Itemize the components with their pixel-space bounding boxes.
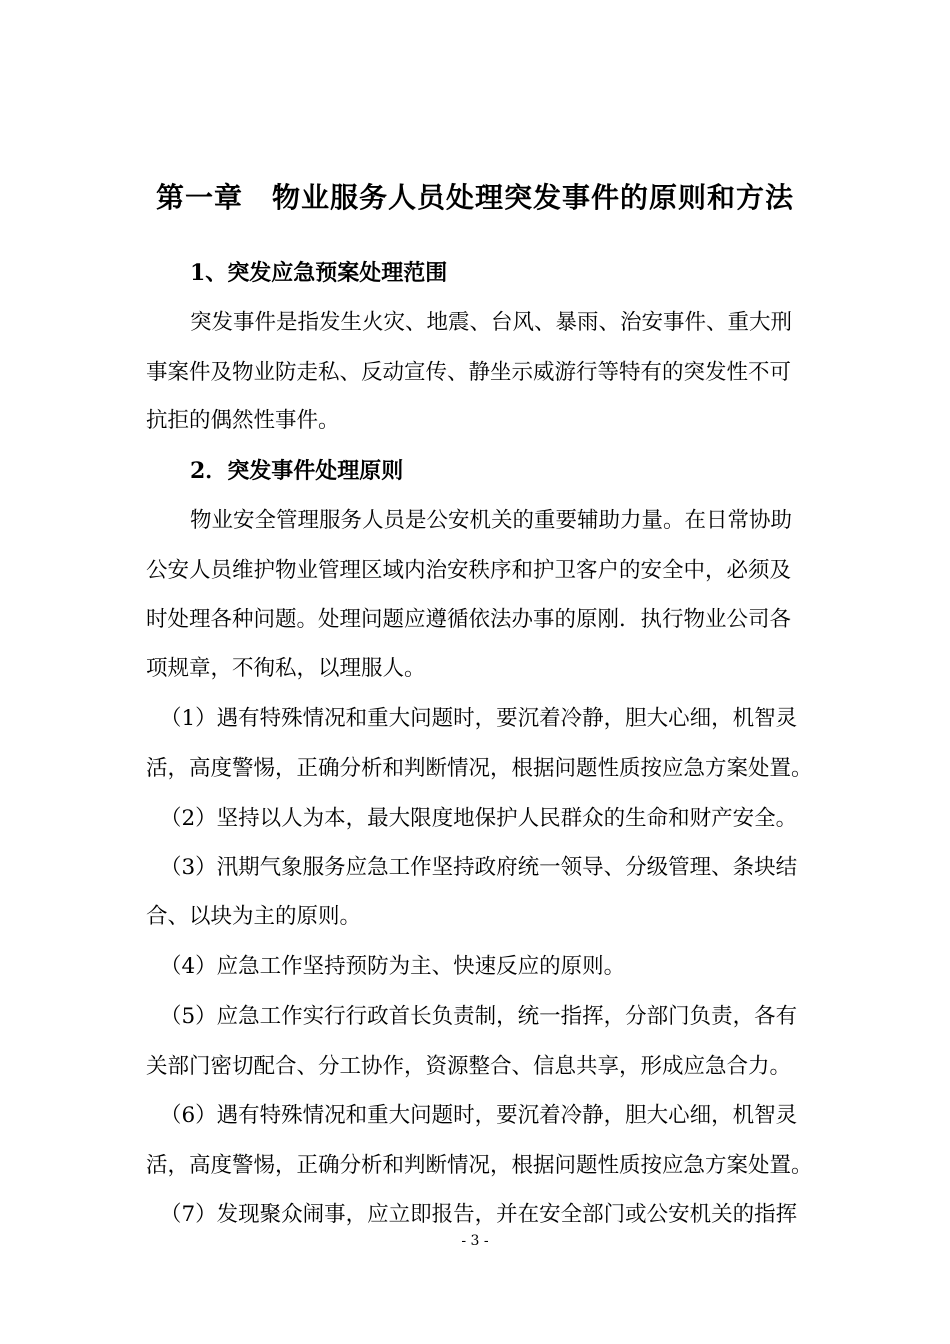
list-item-1-line: （1）遇有特殊情况和重大问题时，要沉着冷静，胆大心细，机智灵 bbox=[160, 706, 798, 731]
section-heading-2: 2．突发事件处理原则 bbox=[190, 458, 404, 484]
list-item-5-line: （5）应急工作实行行政首长负责制，统一指挥，分部门负责，各有 bbox=[160, 1004, 798, 1029]
list-item-5-line: 关部门密切配合、分工协作，资源整合、信息共享，形成应急合力。 bbox=[146, 1054, 792, 1079]
section-heading-1: 1、突发应急预案处理范围 bbox=[190, 260, 448, 286]
paragraph-line: 突发事件是指发生火灾、地震、台风、暴雨、治安事件、重大刑 bbox=[190, 310, 793, 335]
list-item-2-line: （2）坚持以人为本，最大限度地保护人民群众的生命和财产安全。 bbox=[160, 806, 798, 831]
list-item-4-line: （4）应急工作坚持预防为主、快速反应的原则。 bbox=[160, 954, 626, 979]
list-item-6-line: （6）遇有特殊情况和重大问题时，要沉着冷静，胆大心细，机智灵 bbox=[160, 1103, 798, 1128]
list-item-3-line: （3）汛期气象服务应急工作坚持政府统一领导、分级管理、条块结 bbox=[160, 855, 798, 880]
chapter-title: 第一章 物业服务人员处理突发事件的原则和方法 bbox=[155, 181, 794, 214]
paragraph-line: 物业安全管理服务人员是公安机关的重要辅助力量。在日常协助 bbox=[190, 508, 793, 533]
paragraph-line: 公安人员维护物业管理区域内治安秩序和护卫客户的安全中，必须及 bbox=[146, 558, 792, 583]
paragraph-line: 事案件及物业防走私、反动宣传、静坐示威游行等特有的突发性不可 bbox=[146, 360, 792, 385]
paragraph-line: 时处理各种问题。处理问题应遵循依法办事的原刚．执行物业公司各 bbox=[146, 607, 792, 632]
list-item-1-line: 活，高度警惕，正确分析和判断情况，根据问题性质按应急方案处置。 bbox=[146, 756, 813, 781]
page-number: - 3 - bbox=[461, 1233, 489, 1249]
list-item-6-line: 活，高度警惕，正确分析和判断情况，根据问题性质按应急方案处置。 bbox=[146, 1153, 813, 1178]
list-item-7-line: （7）发现聚众闹事，应立即报告，并在安全部门或公安机关的指挥 bbox=[160, 1202, 798, 1227]
list-item-3-line: 合、以块为主的原则。 bbox=[146, 904, 362, 929]
paragraph-line: 抗拒的偶然性事件。 bbox=[146, 408, 340, 433]
paragraph-line: 项规章，不徇私，以理服人。 bbox=[146, 656, 426, 681]
